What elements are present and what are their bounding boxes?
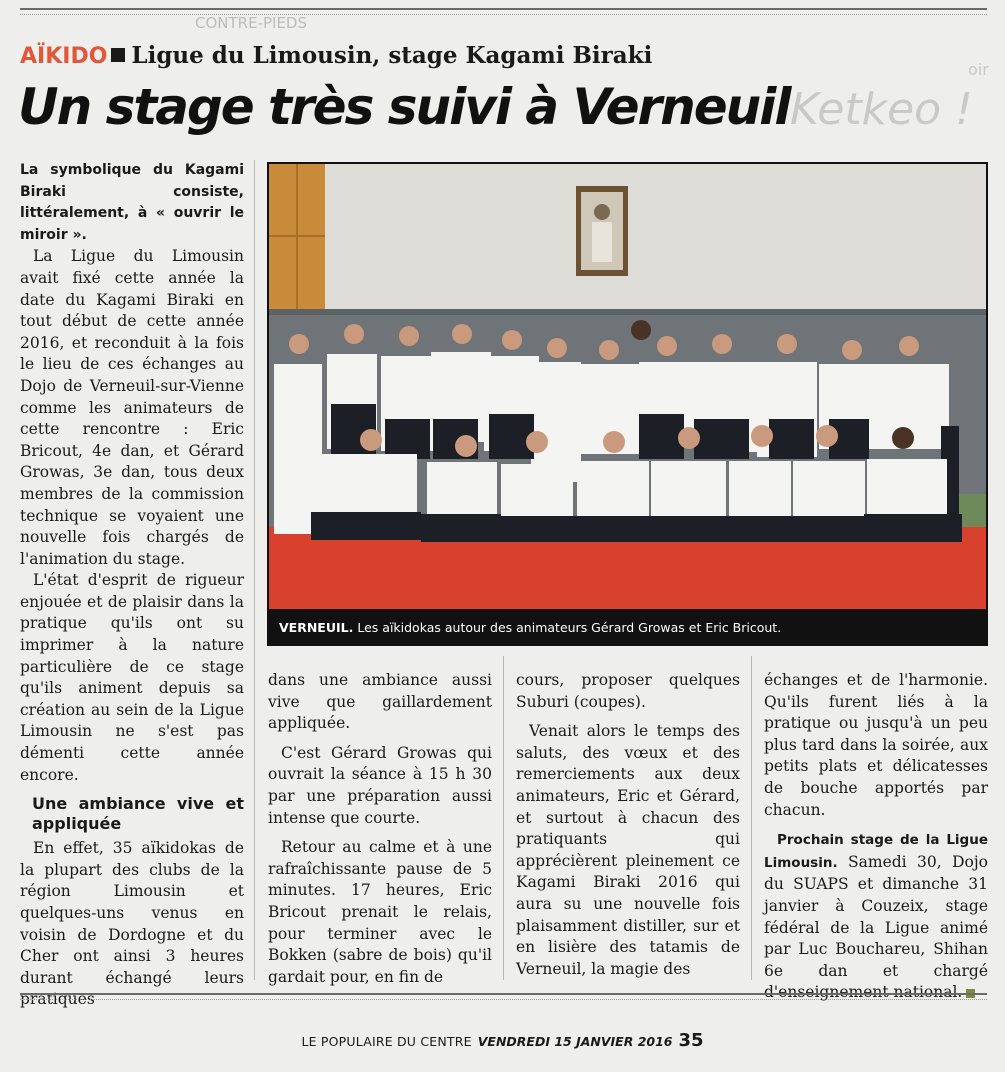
column-3	[516, 670, 740, 980]
paragraph: La Ligue du Limousin avait fixé cette année la date du Kagami Biraki en tout début de cette année 2016, et reconduit à la fois le lieu de ces échanges au Dojo de Verneuil-sur-Vienne comme les animateurs de cette rencontre : Eric Bricout, 4e dan, et Gérard Growas, 3e dan, tous deux membres de la commission technique se voyaient une nouvelle fois chargés de l'animation du stage.	[20, 247, 244, 568]
next-event-text: Samedi 30, Dojo du SUAPS et dimanche 31 janvier à Couzeix, stage fédéral de la Ligue animé par Luc Bouchareu, Shihan 6e dan et chargé d'enseignement national.	[764, 852, 988, 1002]
caption-text: Les aïkidokas autour des animateurs Gérard Growas et Eric Bricout.	[357, 620, 782, 635]
column-2	[268, 670, 492, 988]
article-lead: La symbolique du Kagami Biraki consiste, littéralement, à « ouvrir le miroir ».	[20, 162, 244, 243]
column-4	[764, 670, 988, 1004]
column-1	[20, 160, 244, 1011]
next-event	[764, 829, 988, 1004]
paragraph: Venait alors le temps des saluts, des vœux et des remerciements aux deux animateurs, Eric et Gérard, et surtout à chacun des pratiquants qui apprécièrent pleinement ce Kagami Biraki 2016 qui aura su une nouvelle fois plaisamment distiller, sur et en lisière des tatamis de Verneuil, la magie des	[516, 722, 740, 978]
section-tag: AÏKIDO	[20, 44, 108, 69]
article-headline: Un stage très suivi à Verneuil	[18, 78, 790, 136]
paragraph: échanges et de l'harmonie. Qu'ils furent liés à la pratique ou jusqu'à un peu plus tard dans la soirée, aux petits plats et délicatesses de bouche apportés par chacun.	[764, 671, 988, 819]
top-rule	[20, 8, 987, 15]
next-event-label: Prochain stage de la Ligue Limousin.	[764, 832, 988, 871]
bottom-rule	[20, 993, 987, 1000]
paragraph: En effet, 35 aïkidokas de la plupart des clubs de la région Limousin et quelques-uns venus en voisin de Dordogne et du Cher ont ainsi 3 heures durant échangé leurs pratiques	[20, 839, 244, 1009]
page-footer	[0, 1030, 1005, 1051]
subheading: Une ambiance vive et appliquée	[32, 794, 244, 834]
square-bullet-icon	[111, 48, 125, 62]
group-photo	[269, 164, 986, 609]
paragraph: dans une ambiance aussi vive que gaillardement appliquée.	[268, 671, 492, 733]
photo-frame	[267, 162, 988, 646]
article-kicker	[20, 42, 652, 69]
kicker-text: Ligue du Limousin, stage Kagami Biraki	[131, 42, 653, 69]
issue-date: VENDREDI 15 JANVIER 2016	[477, 1034, 673, 1049]
column-rule	[254, 160, 255, 980]
paragraph: cours, proposer quelques Suburi (coupes).	[516, 671, 740, 711]
ghost-text-big: Ketkeo !	[790, 84, 973, 135]
paragraph: L'état d'esprit de rigueur enjouée et de plaisir dans la pratique qu'ils ont su imprimer à la nature particulière de ce stage qu'ils animent depuis sa création au sein de la Ligue Limousin ne s'est pas démenti cette année encore.	[20, 571, 244, 784]
photo-caption	[267, 609, 988, 646]
caption-place: VERNEUIL.	[279, 620, 354, 635]
column-rule	[503, 656, 504, 980]
paragraph: C'est Gérard Growas qui ouvrait la séance à 15 h 30 par une préparation aussi intense que courte.	[268, 743, 492, 827]
publication-name: LE POPULAIRE DU CENTRE	[301, 1034, 472, 1049]
ghost-text-small: oir	[968, 60, 989, 79]
paragraph: Retour au calme et à une rafraîchissante pause de 5 minutes. 17 heures, Eric Bricout prenait le relais, pour terminer avec le Bokken (sabre de bois) qu'il gardait pour, en fin de	[268, 838, 492, 986]
ghost-section-label: CONTRE-PIEDS	[195, 14, 307, 32]
column-rule	[751, 656, 752, 980]
page-number: 35	[678, 1030, 704, 1051]
